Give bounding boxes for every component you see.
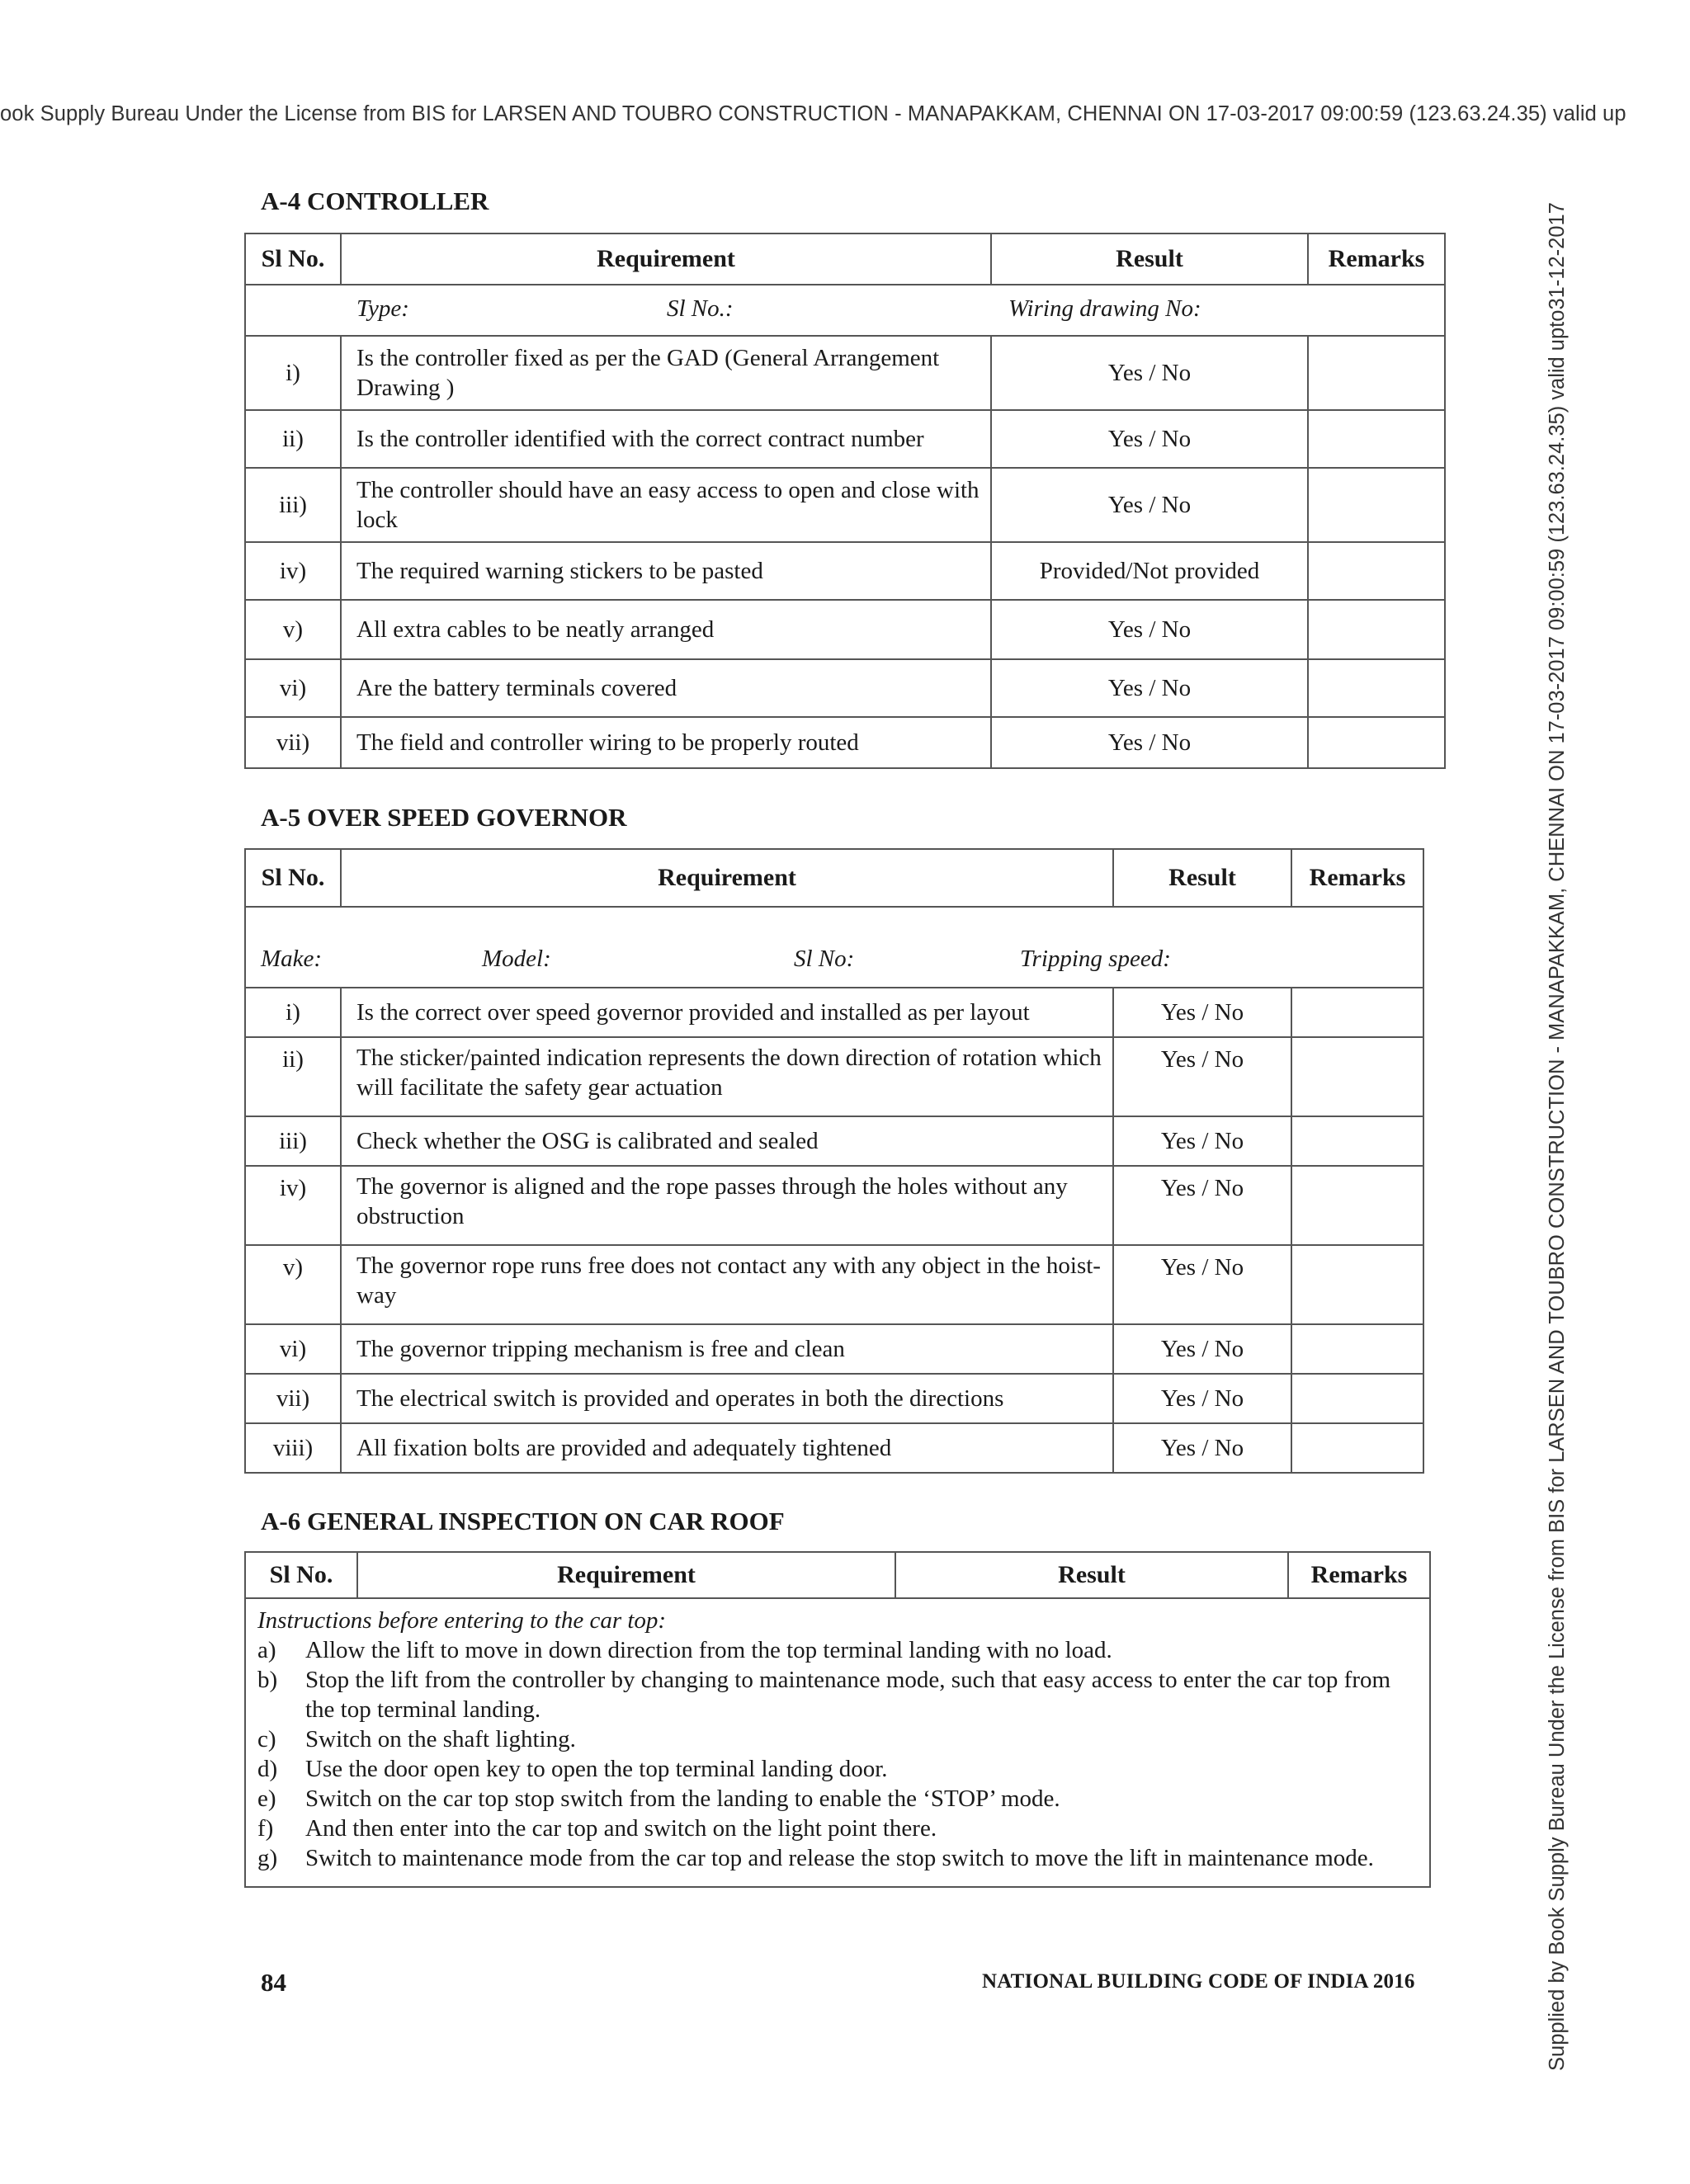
requirement-cell: Is the correct over speed governor provided and installed as per layout <box>341 988 1113 1037</box>
sl-cell: i) <box>245 336 341 410</box>
governor-table <box>244 848 1424 1474</box>
field-wiring-drawing: Wiring drawing No: <box>1008 295 1201 322</box>
remarks-cell[interactable] <box>1308 542 1445 600</box>
remarks-cell[interactable] <box>1291 1324 1423 1374</box>
table-header-row <box>245 1552 1430 1598</box>
result-cell[interactable]: Yes / No <box>991 717 1308 768</box>
remarks-cell[interactable] <box>1291 988 1423 1037</box>
sl-cell: vi) <box>245 1324 341 1374</box>
car-roof-table <box>244 1551 1431 1888</box>
col-header-requirement: Requirement <box>357 1552 895 1598</box>
list-item-letter: c) <box>257 1726 276 1752</box>
remarks-cell[interactable] <box>1308 336 1445 410</box>
list-item-letter: d) <box>257 1756 278 1782</box>
requirement-cell: Are the battery terminals covered <box>341 659 991 717</box>
result-cell[interactable]: Provided/Not provided <box>991 542 1308 600</box>
result-cell[interactable]: Yes / No <box>1113 1166 1291 1245</box>
result-cell[interactable]: Yes / No <box>991 600 1308 659</box>
list-item-text: Switch to maintenance mode from the car top and release the stop switch to move the lift in maintenance mode. <box>305 1845 1374 1871</box>
requirement-cell: The governor rope runs free does not contact any with any object in the hoist-way <box>341 1245 1113 1324</box>
remarks-cell[interactable] <box>1291 1374 1423 1423</box>
license-watermark-top: ook Supply Bureau Under the License from BIS for LARSEN AND TOUBRO CONSTRUCTION - MANAPAKKAM, CHENNAI ON 17-03-2017 09:00:59 (123.63.24.35) valid up <box>0 102 1626 125</box>
list-item-text: And then enter into the car top and switch on the light point there. <box>305 1815 937 1842</box>
list-item-letter: b) <box>257 1667 278 1693</box>
list-item-text: Allow the lift to move in down direction from the top terminal landing with no load. <box>305 1637 1112 1663</box>
field-tripping-speed: Tripping speed: <box>1020 946 1171 972</box>
result-cell[interactable]: Yes / No <box>991 659 1308 717</box>
remarks-cell[interactable] <box>1308 410 1445 468</box>
sl-cell: iv) <box>245 542 341 600</box>
field-sl-no: Sl No.: <box>667 295 734 322</box>
controller-fields-row <box>245 285 1445 336</box>
col-header-remarks: Remarks <box>1291 849 1423 907</box>
requirement-cell: Is the controller fixed as per the GAD (General Arrangement Drawing ) <box>341 336 991 410</box>
field-make: Make: <box>261 946 323 972</box>
requirement-cell: The required warning stickers to be pasted <box>341 542 991 600</box>
result-cell[interactable]: Yes / No <box>1113 1374 1291 1423</box>
governor-fields-row <box>245 907 1423 988</box>
col-header-sl: Sl No. <box>245 849 341 907</box>
field-type: Type: <box>356 295 409 322</box>
controller-table <box>244 233 1446 769</box>
list-item <box>257 1814 1418 1843</box>
requirement-cell: Is the controller identified with the correct contract number <box>341 410 991 468</box>
remarks-cell[interactable] <box>1308 717 1445 768</box>
result-cell[interactable]: Yes / No <box>991 336 1308 410</box>
table-row <box>245 1245 1423 1324</box>
requirement-cell: The electrical switch is provided and operates in both the directions <box>341 1374 1113 1423</box>
page-number: 84 <box>261 1968 286 1997</box>
sl-cell: vii) <box>245 717 341 768</box>
table-row <box>245 600 1445 659</box>
sl-cell: viii) <box>245 1423 341 1473</box>
sl-cell: v) <box>245 600 341 659</box>
requirement-cell: The governor tripping mechanism is free and clean <box>341 1324 1113 1374</box>
result-cell[interactable]: Yes / No <box>991 410 1308 468</box>
list-item-text: Switch on the car top stop switch from the landing to enable the ‘STOP’ mode. <box>305 1785 1060 1812</box>
sl-cell: iii) <box>245 1116 341 1166</box>
sl-cell: ii) <box>245 410 341 468</box>
result-cell[interactable]: Yes / No <box>1113 988 1291 1037</box>
result-cell[interactable]: Yes / No <box>1113 1245 1291 1324</box>
remarks-cell[interactable] <box>1308 468 1445 542</box>
table-row <box>245 1423 1423 1473</box>
table-row <box>245 717 1445 768</box>
col-header-requirement: Requirement <box>341 849 1113 907</box>
remarks-cell[interactable] <box>1291 1245 1423 1324</box>
table-row <box>245 1037 1423 1116</box>
sl-cell: vi) <box>245 659 341 717</box>
remarks-cell[interactable] <box>1291 1116 1423 1166</box>
section-title-a4: A-4 CONTROLLER <box>261 186 489 215</box>
field-sl-no: Sl No: <box>794 946 855 972</box>
table-row <box>245 988 1423 1037</box>
license-watermark-side: Supplied by Book Supply Bureau Under the License from BIS for LARSEN AND TOUBRO CONSTRUCTION - MANAPAKKAM, CHENNAI ON 17-03-2017 09:00:59 (123.63.24.35) valid upto31-12-2017 <box>1546 202 1569 2071</box>
instructions-row <box>245 1598 1430 1887</box>
requirement-cell: The sticker/painted indication represents the down direction of rotation which will facilitate the safety gear actuation <box>341 1037 1113 1116</box>
table-row <box>245 1374 1423 1423</box>
col-header-requirement: Requirement <box>341 233 991 285</box>
result-cell[interactable]: Yes / No <box>1113 1116 1291 1166</box>
col-header-remarks: Remarks <box>1308 233 1445 285</box>
list-item <box>257 1665 1418 1724</box>
list-item <box>257 1754 1418 1784</box>
sl-cell: iii) <box>245 468 341 542</box>
table-header-row <box>245 233 1445 285</box>
col-header-result: Result <box>895 1552 1288 1598</box>
list-item-letter: g) <box>257 1845 278 1871</box>
remarks-cell[interactable] <box>1291 1037 1423 1116</box>
requirement-cell: The field and controller wiring to be properly routed <box>341 717 991 768</box>
sl-cell: iv) <box>245 1166 341 1245</box>
remarks-cell[interactable] <box>1291 1166 1423 1245</box>
list-item <box>257 1635 1418 1665</box>
sl-cell: vii) <box>245 1374 341 1423</box>
list-item-letter: f) <box>257 1815 274 1842</box>
col-header-result: Result <box>991 233 1308 285</box>
requirement-cell: All fixation bolts are provided and adequately tightened <box>341 1423 1113 1473</box>
list-item-text: Use the door open key to open the top terminal landing door. <box>305 1756 888 1782</box>
list-item <box>257 1724 1418 1754</box>
sl-cell: ii) <box>245 1037 341 1116</box>
requirement-cell: All extra cables to be neatly arranged <box>341 600 991 659</box>
remarks-cell[interactable] <box>1308 659 1445 717</box>
section-title-a6: A-6 GENERAL INSPECTION ON CAR ROOF <box>261 1507 785 1535</box>
section-title-a5: A-5 OVER SPEED GOVERNOR <box>261 803 627 832</box>
instructions-heading: Instructions before entering to the car top: <box>257 1607 667 1634</box>
col-header-sl: Sl No. <box>245 1552 357 1598</box>
list-item-text: Stop the lift from the controller by changing to maintenance mode, such that easy access to enter the car top from the top terminal landing. <box>305 1667 1391 1723</box>
list-item-text: Switch on the shaft lighting. <box>305 1726 576 1752</box>
table-row <box>245 659 1445 717</box>
requirement-cell: The controller should have an easy access to open and close with lock <box>341 468 991 542</box>
sl-cell: i) <box>245 988 341 1037</box>
list-item-letter: e) <box>257 1785 276 1812</box>
table-row <box>245 542 1445 600</box>
result-cell[interactable]: Yes / No <box>1113 1324 1291 1374</box>
remarks-cell[interactable] <box>1308 600 1445 659</box>
table-header-row <box>245 849 1423 907</box>
table-row <box>245 410 1445 468</box>
requirement-cell: The governor is aligned and the rope passes through the holes without any obstruction <box>341 1166 1113 1245</box>
field-model: Model: <box>482 946 551 972</box>
table-row <box>245 1116 1423 1166</box>
footer-title: NATIONAL BUILDING CODE OF INDIA 2016 <box>982 1970 1415 1993</box>
result-cell[interactable]: Yes / No <box>1113 1037 1291 1116</box>
col-header-remarks: Remarks <box>1288 1552 1430 1598</box>
result-cell[interactable]: Yes / No <box>991 468 1308 542</box>
table-row <box>245 336 1445 410</box>
table-row <box>245 1166 1423 1245</box>
col-header-sl: Sl No. <box>245 233 341 285</box>
requirement-cell: Check whether the OSG is calibrated and sealed <box>341 1116 1113 1166</box>
remarks-cell[interactable] <box>1291 1423 1423 1473</box>
col-header-result: Result <box>1113 849 1291 907</box>
table-row <box>245 1324 1423 1374</box>
list-item-letter: a) <box>257 1637 276 1663</box>
list-item <box>257 1843 1418 1873</box>
list-item <box>257 1784 1418 1814</box>
instructions-cell <box>245 1598 1430 1887</box>
table-row <box>245 468 1445 542</box>
sl-cell: v) <box>245 1245 341 1324</box>
result-cell[interactable]: Yes / No <box>1113 1423 1291 1473</box>
